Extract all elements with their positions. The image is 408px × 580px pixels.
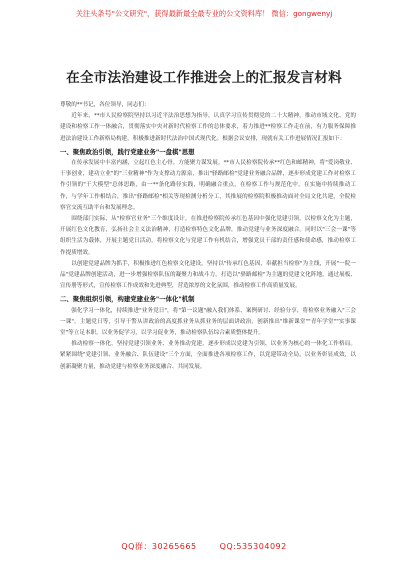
banner-text: 关注头条号"公文研究"，获得最新最全最专业的公文资料库！ 微信：gongwenyj	[75, 9, 333, 18]
section-1-paragraph-1: 在传承发展中丰富内涵，立起红色主心骨。方能聚力谋发展。**市人民检察院传承**红色和邮精神，将"爱岗敬业、干事创业，建功立业"的"三业精神"作为支撑动力源泉，推出"驿路邮检"党建业务融合品牌，逐步形成党建工作对检察工作引领的"干大模型"总体思路，由一**条化路径实践，明确融合重点，在检察工作与规范化中，在实施中持续推动工作，与学年工作相结合，推出"驿路邮检"相关等现检测分析分工，其推展的检察院积极推动面对全局文化共建，全院检察官交流互助平台和发展理念。	[60, 160, 356, 211]
section-heading-1: 一、聚焦政治引领，践行党建业务"一盘棋"思想	[60, 147, 195, 156]
section-2-paragraph-2: 推动检察一体化，坚持党建引领业务、业务推动党建，逐步形成以党建为引领、以业务为核心的一体化工作格局。紧紧围绕"党建引领、业务融合、队伍建设"三个方面，全面推进各项检察工作，以党建带动全局，以业务彰显成效，以创新凝聚力量，推动党建与检察业务深度融合、共同发展。	[60, 341, 356, 370]
top-banner	[0, 0, 408, 30]
section-2-paragraph-1: 强化学习一体化，持续推进"业务党日"，将"第一议题"融入我们体系、案例研讨、经验分享，将检察业务融入"三会一课"，主题党日等，引导干警从讲政治的高度抓业务从抓业务的层面讲政治，创新推出"维新课堂""青年学堂""实事课堂"等立足本职，以业务促学习，以学习促业务，推动检察队伍综合素质整体提升。	[60, 307, 356, 337]
footer-qq-group: QQ群：30265665	[121, 542, 197, 551]
section-1-paragraph-2: 围绕部门实际，从"检察官业务"三个维度设计，在推进检察院传承红色基因中强化党建引领。以检察文化为主题，开展红色文化教育，弘扬社会主义法治精神，打造检察特色文化品牌，推动党建与业务深度融合。同时以"三会一课"等组织生活为载体，开展主题党日活动，将检察文化与党建工作有机结合，增强党员干部的责任感和使命感，推动检察工作提质增效。	[60, 216, 356, 256]
footer-contact	[0, 541, 408, 552]
salutation: 尊敬的**书记，各位领导，同志们：	[60, 102, 150, 108]
intro-paragraph: 近年来，**市人民检察院坚持以习近平法治思想为指导，认真学习宣传贯彻党的二十大精神，推动市域文化、党的建设和检察工作一体融合，贯彻落实中央对新时代检察工作的总体要求，着力推进**检察工作走在前，有力服务保障推进法治建设工作新格局构建，积极推进新时代法治中国式现代化。根据会议安排，现就有关工作进展情况汇报如下：	[60, 113, 356, 142]
section-heading-2: 二、聚焦组织引领，构建党建业务"一体化"机制	[60, 295, 195, 304]
footer-qq: QQ:535304092	[219, 542, 287, 551]
section-1-paragraph-3: 以创建党建品牌为抓手，积极推进红色检察文化建设。坚持以"传承红色基因，奉献担当检察"为主线，开展"一院一品"党建品牌创建活动，进一步增强检察队伍的凝聚力和战斗力。打造以"驿路邮检"为主题的党建文化阵地，通过展板、宣传册等形式，宣传检察工作成效和先进典型，营造浓厚的文化氛围，推动检察工作高质量发展。	[60, 260, 356, 290]
document-title: 在全市法治建设工作推进会上的汇报发言材料	[66, 70, 342, 86]
document-body	[60, 100, 356, 373]
